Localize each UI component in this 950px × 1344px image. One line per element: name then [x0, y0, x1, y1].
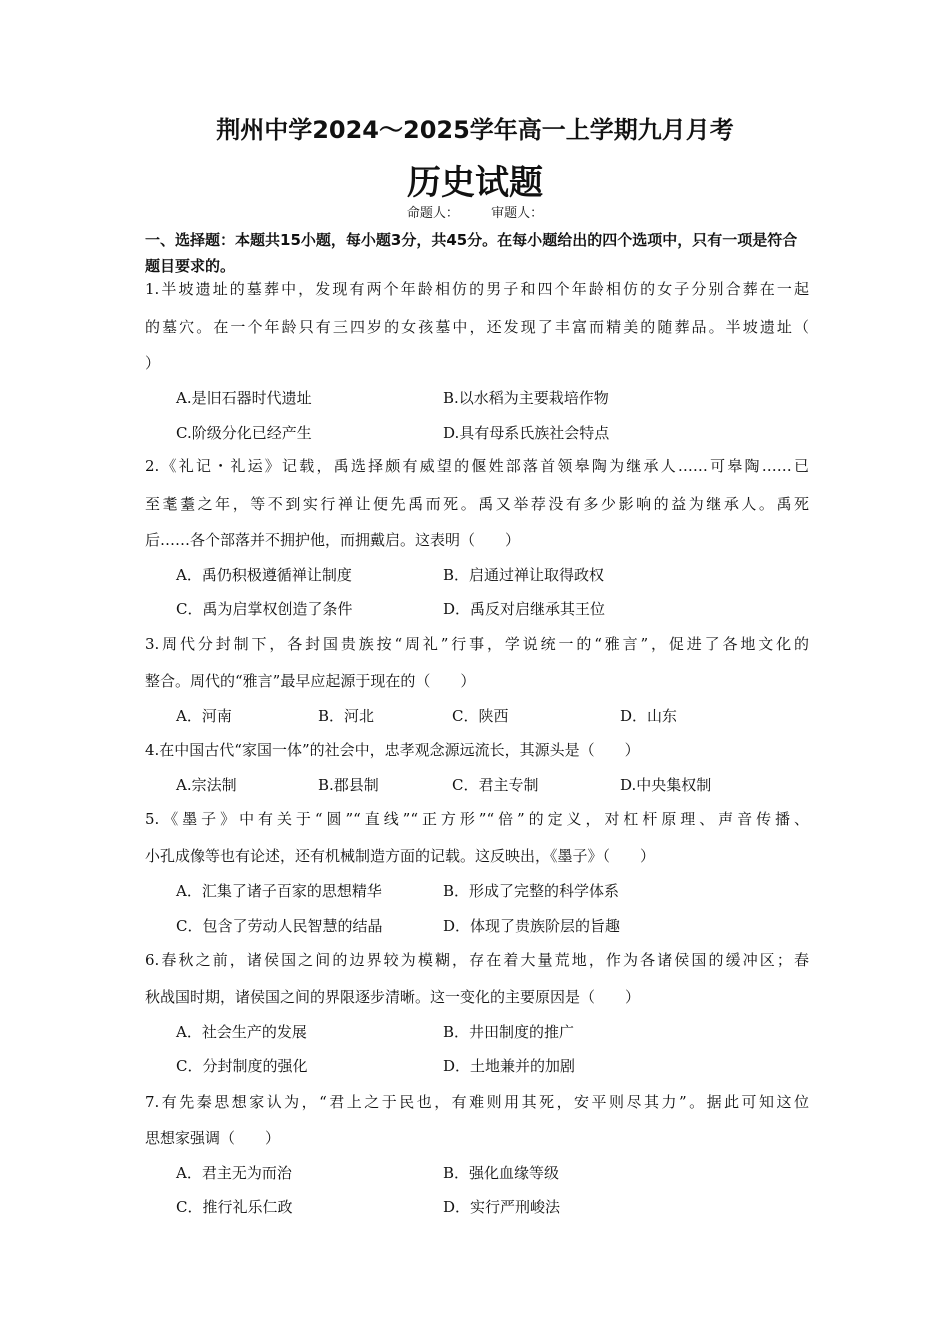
- question-3-option-c: C．陕西: [452, 707, 509, 725]
- question-2-option-a: A．禹仍积极遵循禅让制度: [176, 566, 352, 584]
- question-3-option-d: D．山东: [620, 707, 678, 725]
- question-7-option-b: B．强化血缘等级: [443, 1164, 560, 1182]
- question-7-line-2: 思想家强调（ ）: [145, 1129, 281, 1147]
- question-1-line-3: ）: [145, 354, 161, 372]
- question-6-option-d: D．土地兼并的加剧: [443, 1057, 576, 1075]
- question-1-option-d: D.具有母系氏族社会特点: [443, 424, 610, 442]
- question-5-line-1: 5.《墨子》中有关于“圆”“直线”“正方形”“倍”的定义，对杠杆原理、声音传播、: [145, 810, 809, 828]
- question-4-option-b: B.郡县制: [318, 776, 379, 794]
- question-6-option-a: A．社会生产的发展: [176, 1023, 307, 1041]
- reviewer-label: 审题人：: [491, 206, 544, 221]
- question-7-option-c: C．推行礼乐仁政: [176, 1198, 293, 1216]
- question-5-line-2: 小孔成像等也有论述，还有机械制造方面的记载。这反映出，《墨子》（ ）: [145, 847, 656, 865]
- question-3-line-1: 3.周代分封制下，各封国贵族按“周礼”行事，学说统一的“雅言”，促进了各地文化的: [145, 635, 809, 653]
- question-1-option-a: A.是旧石器时代遗址: [176, 389, 312, 407]
- question-5-option-d: D．体现了贵族阶层的旨趣: [443, 917, 621, 935]
- question-5-option-c: C．包含了劳动人民智慧的结晶: [176, 917, 383, 935]
- subject-title: 历史试题: [407, 163, 543, 203]
- setter-label: 命题人：: [406, 206, 459, 221]
- question-1-line-1: 1.半坡遗址的墓葬中，发现有两个年龄相仿的男子和四个年龄相仿的女子分别合葬在一起: [145, 280, 809, 298]
- exam-title: 荆州中学2024～2025学年高一上学期九月月考: [216, 116, 734, 144]
- question-2-option-d: D．禹反对启继承其王位: [443, 600, 606, 618]
- question-7-line-1: 7.有先秦思想家认为，“君上之于民也，有难则用其死，安平则尽其力”。据此可知这位: [145, 1093, 809, 1111]
- question-3-option-b: B．河北: [318, 707, 375, 725]
- section-intro: 一、选择题：本题共15小题，每小题3分，共45分。在每小题给出的四个选项中，只有一项是符合题目要求的。: [145, 231, 798, 275]
- question-6-option-c: C．分封制度的强化: [176, 1057, 308, 1075]
- question-1-option-b: B.以水稻为主要栽培作物: [443, 389, 609, 407]
- question-5-option-a: A．汇集了诸子百家的思想精华: [176, 882, 382, 900]
- question-6-line-1: 6.春秋之前，诸侯国之间的边界较为模糊，存在着大量荒地，作为各诸侯国的缓冲区；春: [145, 951, 809, 969]
- question-4-option-c: C．君主专制: [452, 776, 539, 794]
- question-4-line-1: 4.在中国古代“家国一体”的社会中，忠孝观念源远流长，其源头是（ ）: [145, 741, 640, 759]
- question-2-line-1: 2.《礼记・礼运》记载，禹选择颇有威望的偃姓部落首领皋陶为继承人……可皋陶……已: [145, 457, 809, 475]
- question-1-line-2: 的墓穴。在一个年龄只有三四岁的女孩墓中，还发现了丰富而精美的随葬品。半坡遗址（: [145, 318, 809, 336]
- question-6-option-b: B．井田制度的推广: [443, 1023, 575, 1041]
- question-7-option-a: A．君主无为而治: [176, 1164, 292, 1182]
- question-2-line-2: 至耄耋之年，等不到实行禅让便先禹而死。禹又举荐没有多少影响的益为继承人。禹死: [145, 495, 809, 513]
- authors-line: [0, 202, 950, 221]
- question-5-option-b: B．形成了完整的科学体系: [443, 882, 620, 900]
- question-4-option-d: D.中央集权制: [620, 776, 712, 794]
- question-6-line-2: 秋战国时期，诸侯国之间的界限逐步清晰。这一变化的主要原因是（ ）: [145, 988, 641, 1006]
- question-3-line-2: 整合。周代的“雅言”最早应起源于现在的（ ）: [145, 672, 476, 690]
- question-2-option-c: C．禹为启掌权创造了条件: [176, 600, 353, 618]
- question-1-option-c: C.阶级分化已经产生: [176, 424, 312, 442]
- question-7-option-d: D．实行严刑峻法: [443, 1198, 561, 1216]
- question-3-option-a: A．河南: [176, 707, 232, 725]
- question-2-option-b: B．启通过禅让取得政权: [443, 566, 605, 584]
- question-4-option-a: A.宗法制: [176, 776, 237, 794]
- question-2-line-3: 后……各个部落并不拥护他，而拥戴启。这表明（ ）: [145, 531, 521, 549]
